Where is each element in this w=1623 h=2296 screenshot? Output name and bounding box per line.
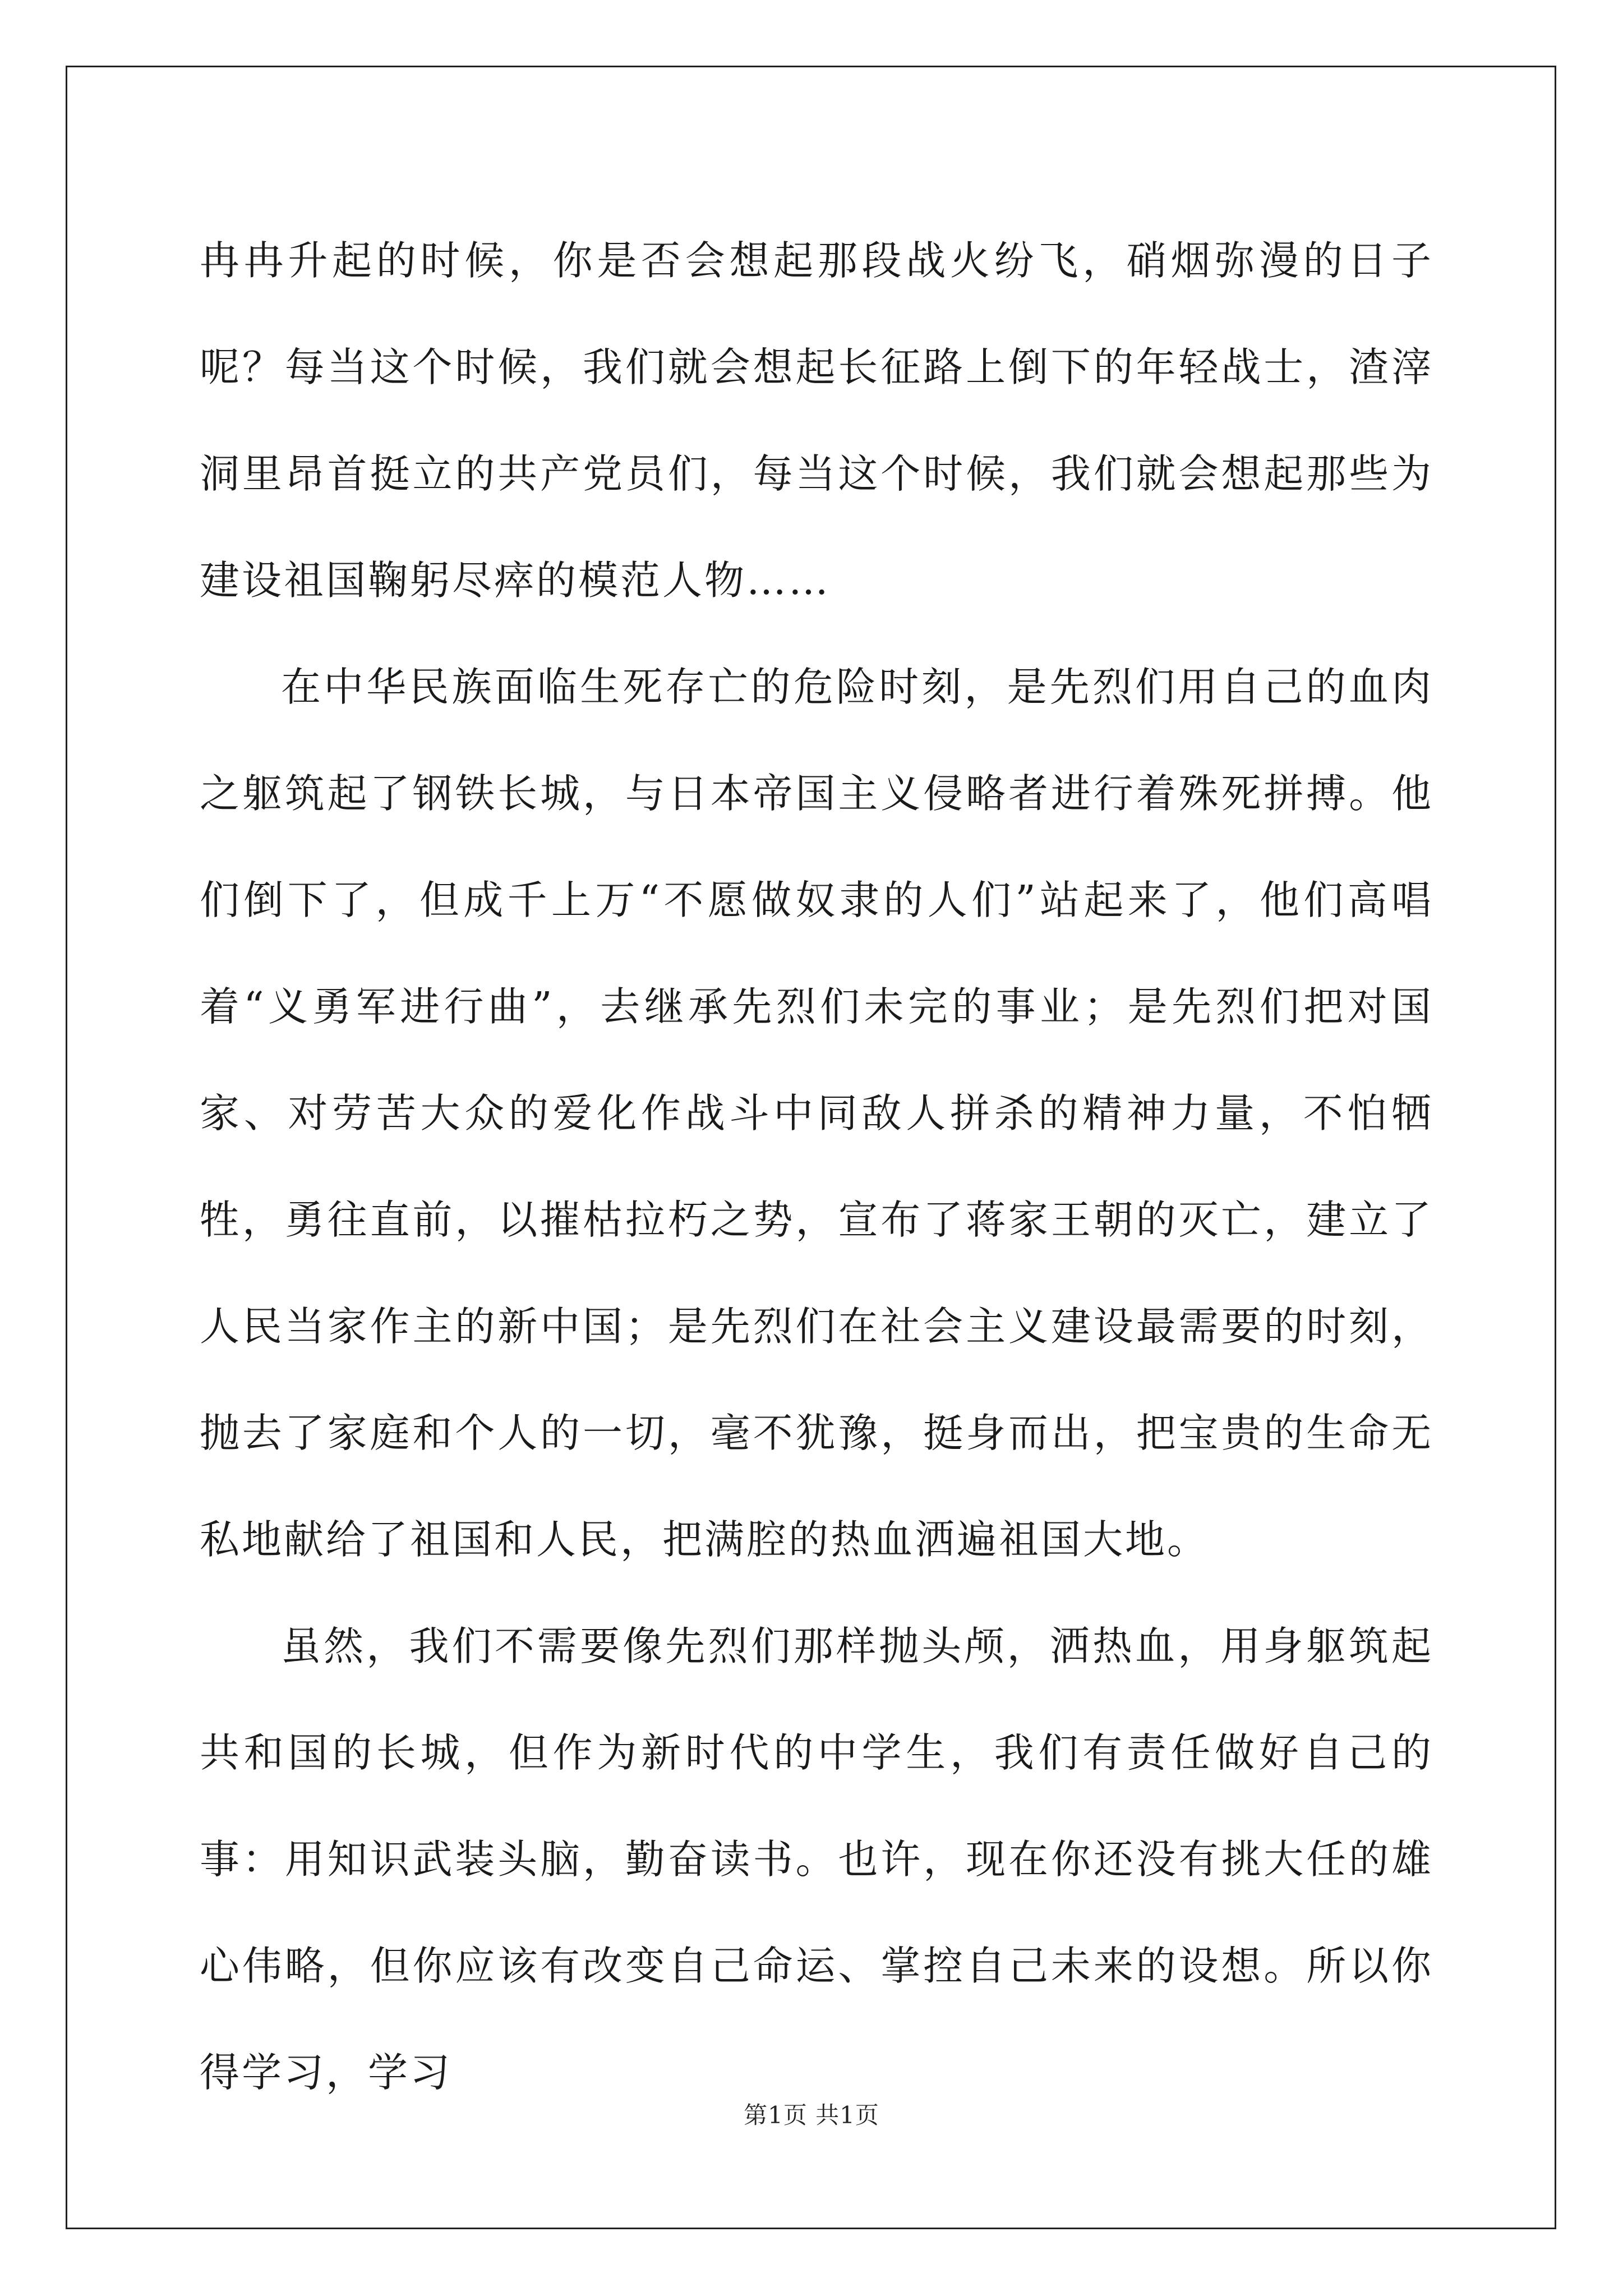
paragraph-1: 冉冉升起的时候，你是否会想起那段战火纷飞，硝烟弥漫的日子呢？每当这个时候，我们就会想起长征路上倒下的年轻战士，渣滓洞里昂首挺立的共产党员们，每当这个时候，我们就会想起那些为建设祖国鞠躬尽瘁的模范人物…… [200,237,1433,604]
paragraph-3: 虽然，我们不需要像先烈们那样抛头颅，洒热血，用身躯筑起共和国的长城，但作为新时代的中学生，我们有责任做好自己的事：用知识武装头脑，勤奋读书。也许，现在你还没有挑大任的雄心伟略，但你应该有改变自己命运、掌控自己未来的设想。所以你得学习，学习 [200,1623,1433,2096]
document-body [200,208,1433,2126]
paragraph-2: 在中华民族面临生死存亡的危险时刻，是先烈们用自己的血肉之躯筑起了钢铁长城，与日本帝国主义侵略者进行着殊死拼搏。他们倒下了，但成千上万“不愿做奴隶的人们”站起来了，他们高唱着“义勇军进行曲”，去继承先烈们未完的事业；是先烈们把对国家、对劳苦大众的爱化作战斗中同敌人拼杀的精神力量，不怕牺牲，勇往直前，以摧枯拉朽之势，宣布了蒋家王朝的灭亡，建立了人民当家作主的新中国；是先烈们在社会主义建设最需要的时刻，抛去了家庭和个人的一切，毫不犹豫，挺身而出，把宝贵的生命无私地献给了祖国和人民，把满腔的热血洒遍祖国大地。 [200,664,1433,1563]
page-number-footer: 第1页 共1页 [744,2101,879,2129]
